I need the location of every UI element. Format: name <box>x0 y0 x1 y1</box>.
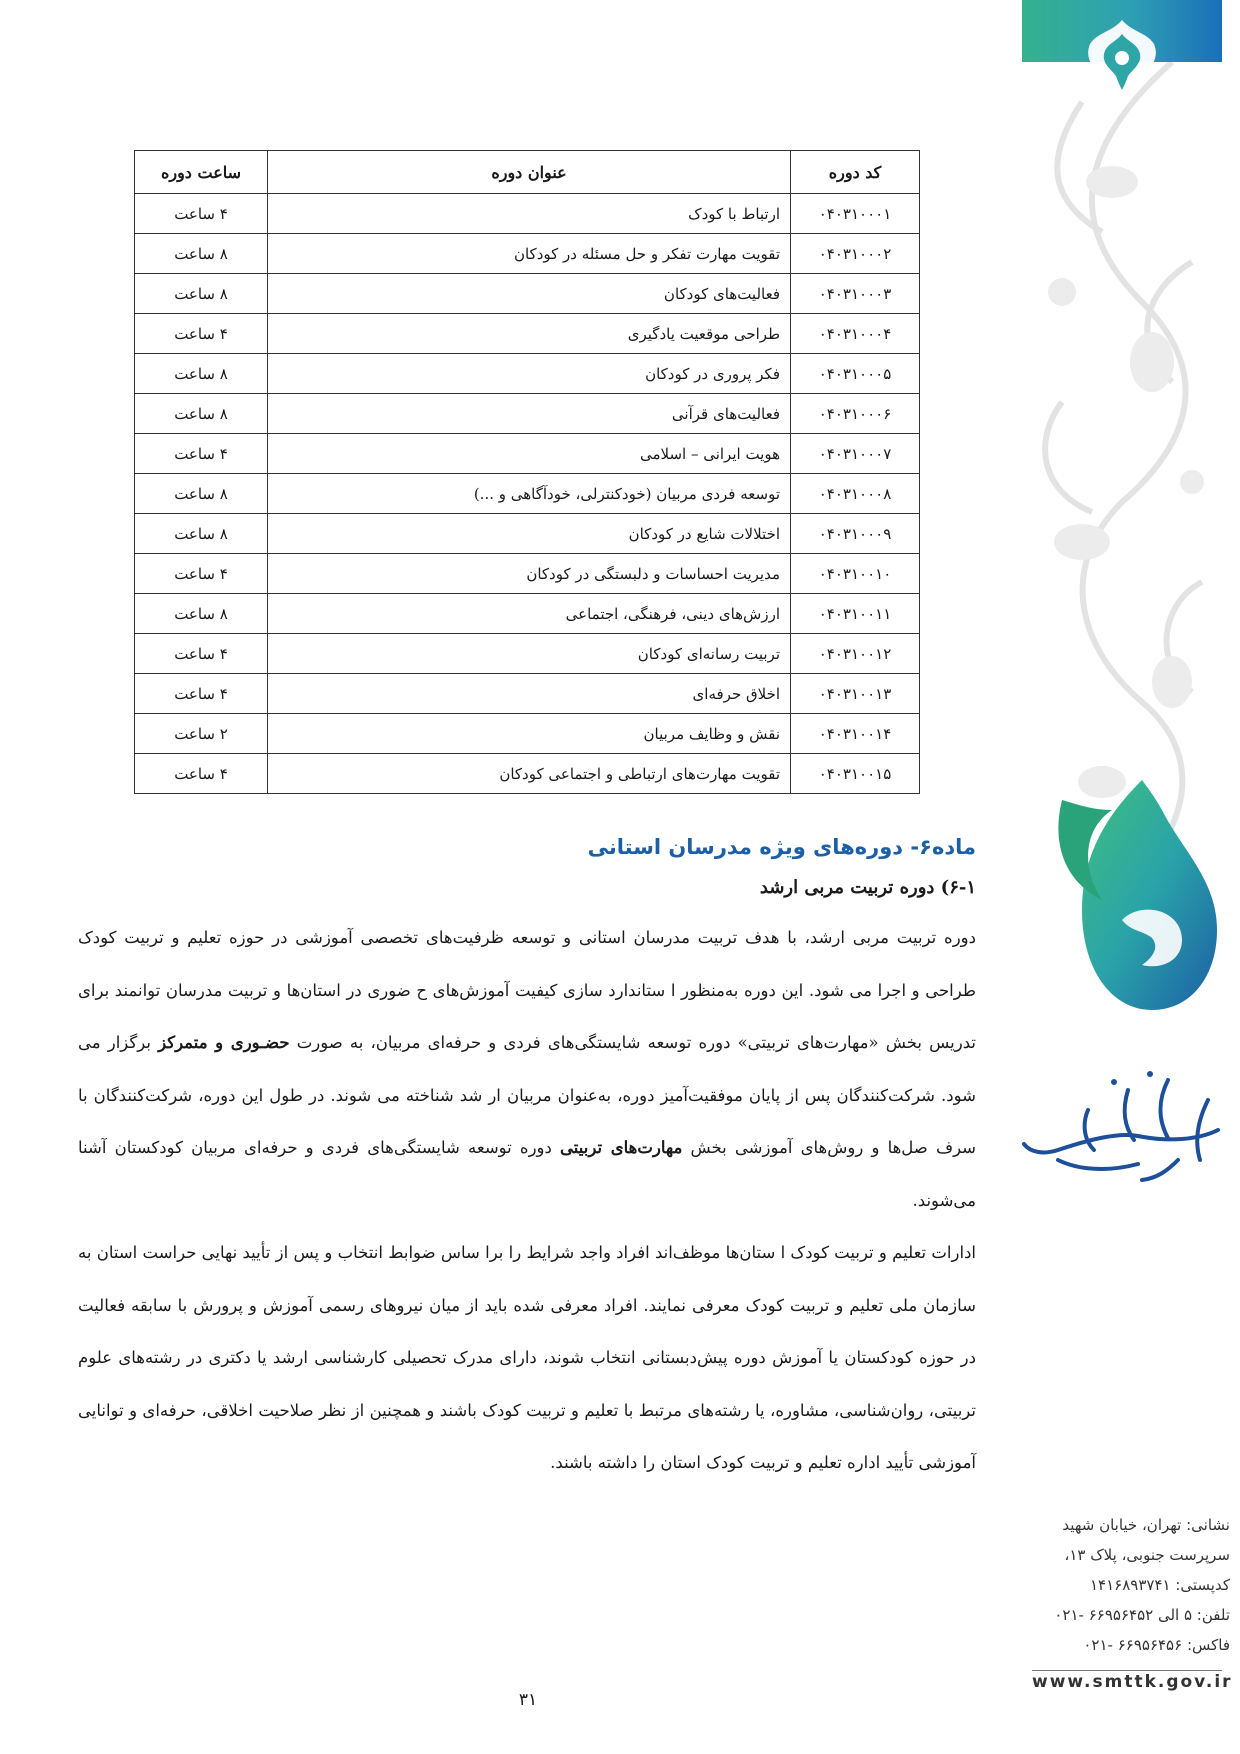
column-header-code: کد دوره <box>791 151 920 194</box>
fax-number: فاکس: ۶۶۹۵۶۴۵۶ -۰۲۱ <box>1083 1636 1230 1654</box>
paragraph-1 <box>78 912 976 1227</box>
course-hours-cell: ۸ ساعت <box>135 354 268 394</box>
course-code-cell: ۰۴۰۳۱۰۰۰۱ <box>791 194 920 234</box>
divider <box>1032 1670 1222 1671</box>
course-code-cell: ۰۴۰۳۱۰۰۰۹ <box>791 514 920 554</box>
course-title-cell: تقویت مهارت تفکر و حل مسئله در کودکان <box>268 234 791 274</box>
address-line: نشانی: تهران، خیابان شهید <box>1062 1516 1230 1534</box>
course-hours-cell: ۸ ساعت <box>135 274 268 314</box>
table-row <box>135 754 920 794</box>
article-heading: ماده۶- دوره‌های ویژه مدرسان استانی <box>587 835 976 859</box>
emphasis-text: حضـوری و متمرکز <box>158 1033 290 1052</box>
course-title-cell: ارتباط با کودک <box>268 194 791 234</box>
table-row <box>135 394 920 434</box>
course-title-cell: توسعه فردی مربیان (خودکنترلی، خودآگاهی و ...) <box>268 474 791 514</box>
table-row <box>135 434 920 474</box>
course-code-cell: ۰۴۰۳۱۰۰۰۶ <box>791 394 920 434</box>
course-hours-cell: ۴ ساعت <box>135 754 268 794</box>
table-header-row <box>135 151 920 194</box>
course-code-cell: ۰۴۰۳۱۰۰۱۴ <box>791 714 920 754</box>
course-title-cell: اختلالات شایع در کودکان <box>268 514 791 554</box>
postal-code: کدپستی: ۱۴۱۶۸۹۳۷۴۱ <box>1090 1576 1230 1594</box>
table-row <box>135 554 920 594</box>
course-title-cell: تقویت مهارت‌های ارتباطی و اجتماعی کودکان <box>268 754 791 794</box>
course-title-cell: اخلاق حرفه‌ای <box>268 674 791 714</box>
course-code-cell: ۰۴۰۳۱۰۰۰۳ <box>791 274 920 314</box>
course-hours-cell: ۴ ساعت <box>135 314 268 354</box>
table-row <box>135 234 920 274</box>
course-code-cell: ۰۴۰۳۱۰۰۱۰ <box>791 554 920 594</box>
course-title-cell: فعالیت‌های قرآنی <box>268 394 791 434</box>
course-title-cell: فعالیت‌های کودکان <box>268 274 791 314</box>
course-hours-cell: ۸ ساعت <box>135 514 268 554</box>
course-title-cell: تربیت رسانه‌ای کودکان <box>268 634 791 674</box>
course-title-cell: هویت ایرانی – اسلامی <box>268 434 791 474</box>
paragraph-2: ادارات تعلیم و تربیت کودک ا ستان‌ها موظف‌اند افراد واجد شرایط را برا ساس ضوابط انتخاب و پس از تأیید نهایی حراست استان به سازمان ملی تعلیم و تربیت کودک معرفی نمایند. افراد معرفی شده باید از میان نیروهای رسمی آموزش و پرورش با سابقه فعالیت در حوزه کودکستان یا آموزش دوره پیش‌دبستانی انتخاب شوند، دارای مدرک تحصیلی کارشناسی ارشد یا دکتری در رشته‌های علوم تربیتی، روان‌شناسی، مشاوره، یا رشته‌های مرتبط با تعلیم و تربیت کودک باشند و همچنین از نظر صلاحیت اخلاقی، حرفه‌ای و توانایی آموزشی تأیید اداره تعلیم و تربیت کودک استان را داشته باشند. <box>78 1243 976 1472</box>
table-row <box>135 474 920 514</box>
course-code-cell: ۰۴۰۳۱۰۰۱۲ <box>791 634 920 674</box>
table-row <box>135 634 920 674</box>
table-row <box>135 194 920 234</box>
course-title-cell: طراحی موقعیت یادگیری <box>268 314 791 354</box>
course-hours-cell: ۴ ساعت <box>135 634 268 674</box>
emphasis-text: مهارت‌های تربیتی <box>560 1138 683 1157</box>
table-row <box>135 594 920 634</box>
course-hours-cell: ۸ ساعت <box>135 474 268 514</box>
course-table <box>134 150 920 794</box>
website-link[interactable]: www.smttk.gov.ir <box>1032 1672 1233 1692</box>
article-section <box>78 835 976 1490</box>
phone-number: تلفن: ۵ الی ۶۶۹۵۶۴۵۲ -۰۲۱ <box>1054 1606 1230 1624</box>
table-row <box>135 274 920 314</box>
column-header-title: عنوان دوره <box>268 151 791 194</box>
table-body <box>135 194 920 794</box>
course-title-cell: ارزش‌های دینی، فرهنگی، اجتماعی <box>268 594 791 634</box>
drop-logo-icon <box>1042 770 1222 1030</box>
address-line: سرپرست جنوبی، پلاک ۱۳، <box>1064 1546 1230 1564</box>
course-code-cell: ۰۴۰۳۱۰۰۰۵ <box>791 354 920 394</box>
table-row <box>135 514 920 554</box>
course-hours-cell: ۴ ساعت <box>135 194 268 234</box>
column-header-hours: ساعت دوره <box>135 151 268 194</box>
course-title-cell: مدیریت احساسات و دلبستگی در کودکان <box>268 554 791 594</box>
course-title-cell: فکر پروری در کودکان <box>268 354 791 394</box>
table-row <box>135 714 920 754</box>
page-number: ۳۱ <box>518 1690 538 1710</box>
course-code-cell: ۰۴۰۳۱۰۰۰۸ <box>791 474 920 514</box>
course-hours-cell: ۸ ساعت <box>135 594 268 634</box>
course-code-cell: ۰۴۰۳۱۰۰۱۱ <box>791 594 920 634</box>
table-row <box>135 314 920 354</box>
paragraph-text: دوره تربیت مربی ارشد، با هدف تربیت مدرسان استانی و توسعه ظرفیت‌های تخصصی آموزشی در حوزه تعلیم و تربیت کودک طراحی و اجرا می شود. این دوره به‌منظور ا ستاندارد سازی کیفیت آموزش‌های ح ضوری در استان‌ها و تربیت مدرسان توانمند برای تدریس بخش «مهارت‌های تربیتی» دوره توسعه شایستگی‌های فردی و حرفه‌ای مربیان، به صورت <box>78 928 976 1052</box>
section-subheading: ۶-۱) دوره تربیت مربی ارشد <box>759 877 976 898</box>
course-hours-cell: ۲ ساعت <box>135 714 268 754</box>
table-row <box>135 354 920 394</box>
table-row <box>135 674 920 714</box>
course-code-cell: ۰۴۰۳۱۰۰۱۳ <box>791 674 920 714</box>
paragraph-text: دوره توسعه شایستگی‌های فردی و حرفه‌ای مربیان کودکستان آشنا می‌شوند. <box>78 1138 976 1210</box>
course-hours-cell: ۸ ساعت <box>135 234 268 274</box>
course-hours-cell: ۴ ساعت <box>135 554 268 594</box>
contact-address <box>1030 1510 1230 1660</box>
organization-calligraphy-logo <box>1018 1060 1234 1190</box>
course-code-cell: ۰۴۰۳۱۰۰۱۵ <box>791 754 920 794</box>
course-code-cell: ۰۴۰۳۱۰۰۰۷ <box>791 434 920 474</box>
course-title-cell: نقش و وظایف مربیان <box>268 714 791 754</box>
paragraph-text: برگزار می شود. شرکت‌کنندگان پس از پایان موفقیت‌آمیز دوره، به‌عنوان مربیان ار شد شناخته می شوند. در طول این دوره، شرکت‌کنندگان با سرف صل‌ها و روش‌های آموزشی بخش <box>78 1033 977 1157</box>
course-hours-cell: ۴ ساعت <box>135 434 268 474</box>
course-code-cell: ۰۴۰۳۱۰۰۰۲ <box>791 234 920 274</box>
course-hours-cell: ۸ ساعت <box>135 394 268 434</box>
sidebar <box>1022 0 1240 1754</box>
course-hours-cell: ۴ ساعت <box>135 674 268 714</box>
course-code-cell: ۰۴۰۳۱۰۰۰۴ <box>791 314 920 354</box>
